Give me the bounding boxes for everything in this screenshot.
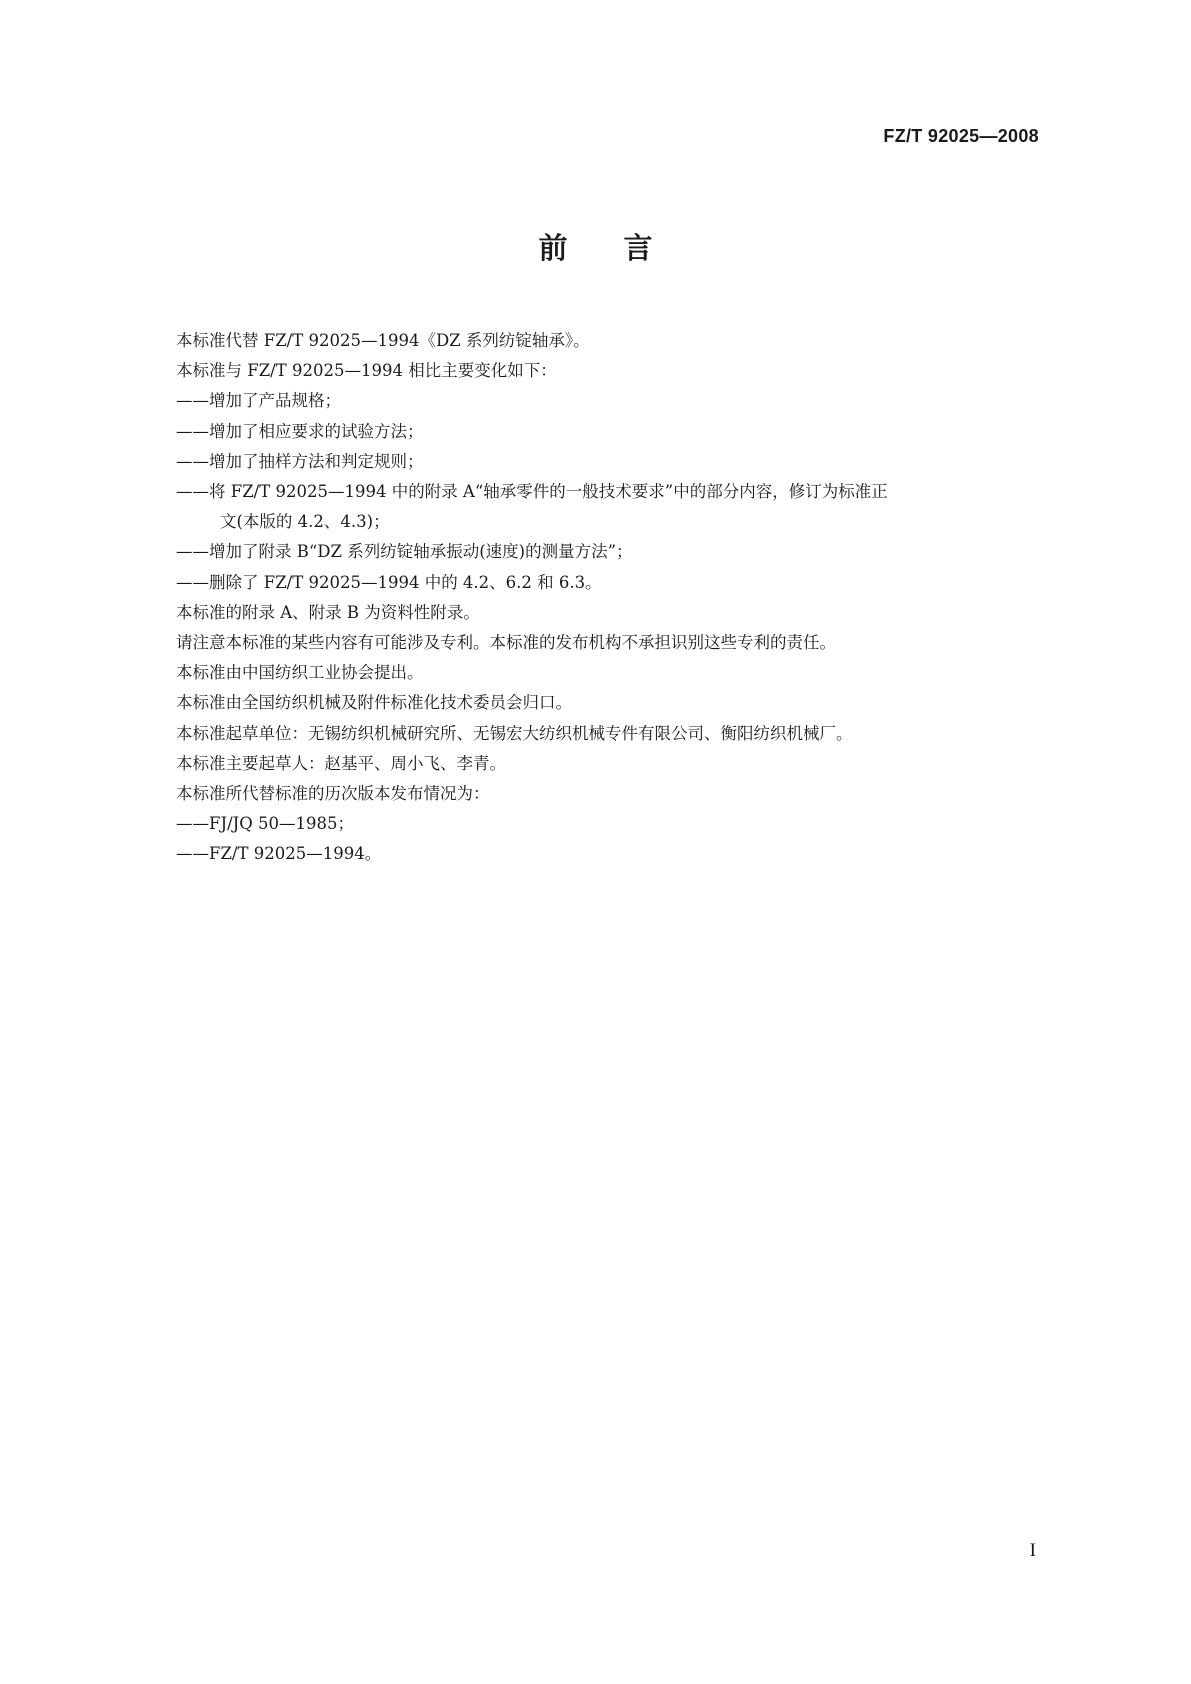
- page-number: I: [1029, 1540, 1036, 1561]
- paragraph-changes-intro: 本标准与 FZ/T 92025—1994 相比主要变化如下：: [176, 361, 557, 381]
- list-item: ——删除了 FZ/T 92025—1994 中的 4.2、6.2 和 6.3。: [176, 572, 602, 592]
- list-item: ——将 FZ/T 92025—1994 中的附录 A“轴承零件的一般技术要求”中的部分内容，修订为标准正: [176, 482, 888, 502]
- paragraph-patent-notice: 请注意本标准的某些内容有可能涉及专利。本标准的发布机构不承担识别这些专利的责任。: [176, 633, 836, 653]
- paragraph-annexes: 本标准的附录 A、附录 B 为资料性附录。: [176, 602, 480, 622]
- list-item: ——增加了抽样方法和判定规则；: [176, 451, 424, 471]
- list-item: ——增加了产品规格；: [176, 391, 341, 411]
- page-title: 前言: [538, 231, 709, 265]
- paragraph-under-jurisdiction: 本标准由全国纺织机械及附件标准化技术委员会归口。: [176, 693, 572, 713]
- list-item: ——增加了附录 B“DZ 系列纺锭轴承振动(速度)的测量方法”；: [176, 542, 633, 562]
- paragraph-replaces: 本标准代替 FZ/T 92025—1994《DZ 系列纺锭轴承》。: [176, 331, 590, 350]
- paragraph-drafters: 本标准主要起草人：赵基平、周小飞、李青。: [176, 753, 506, 773]
- paragraph-drafting-units: 本标准起草单位：无锡纺织机械研究所、无锡宏大纺织机械专件有限公司、衡阳纺织机械厂。: [176, 723, 853, 743]
- paragraph-previous-editions: 本标准所代替标准的历次版本发布情况为：: [176, 784, 490, 804]
- list-item: ——FJ/JQ 50—1985；: [176, 814, 354, 834]
- list-item: ——增加了相应要求的试验方法；: [176, 421, 424, 441]
- list-item-continuation: 文(本版的 4.2、4.3)；: [220, 512, 390, 532]
- list-item: ——FZ/T 92025—1994。: [176, 844, 382, 864]
- standard-code: FZ/T 92025—2008: [883, 126, 1039, 146]
- foreword-body: [176, 326, 1056, 870]
- paragraph-proposed-by: 本标准由中国纺织工业协会提出。: [176, 663, 424, 683]
